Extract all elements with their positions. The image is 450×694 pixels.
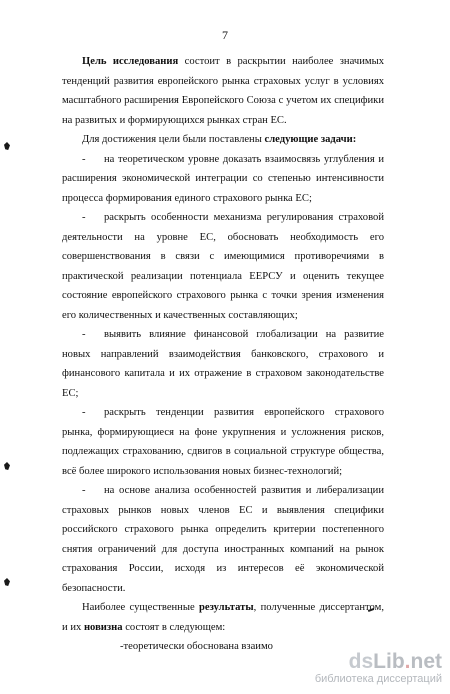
- results-text-start: Наиболее существенные: [82, 602, 199, 613]
- task-text: на теоретическом уровне доказать взаимосвязь углубления и расширения экономической интеграции со степенью интенсивности процесса формирования единого страхового рынка ЕС;: [62, 153, 384, 204]
- margin-mark: [4, 462, 10, 470]
- results-bold: результаты: [198, 602, 254, 613]
- truncated-line: -теоретически обоснована взаимо: [120, 641, 273, 652]
- task-text: на основе анализа особенностей развития и либерализации страховых рынков новых членов ЕС и выявления специфики российского страхового рынка определить критерии постепенного снятия ограничений для доступа иностранных компаний на рынок страхования России, исходя из интересов её экономической безопасности.: [62, 485, 384, 594]
- task-dash: -: [82, 329, 86, 340]
- watermark-subtitle: библиотека диссертаций: [314, 673, 442, 685]
- results-paragraph: [62, 598, 384, 637]
- research-goal-paragraph: [62, 52, 384, 130]
- task-item: [62, 325, 384, 403]
- novelty-bold: новизна: [83, 621, 123, 633]
- task-dash: -: [82, 407, 86, 418]
- results-text-mid: , полученные диссертантом, и их: [62, 602, 384, 633]
- task-text: раскрыть особенности механизма регулирования страховой деятельности на уровне ЕС, обосновать необходимость его совершенствования в связи с имеющимися противоречиями в практической реализации потенциала ЕЕРСУ и оценить текущее состояние европейского страхового рынка с точки зрения изменения его количественных и качественных составляющих;: [62, 212, 384, 321]
- margin-mark: [4, 578, 10, 586]
- task-dash: -: [82, 485, 86, 496]
- task-item: [62, 208, 384, 325]
- task-item: [62, 150, 384, 209]
- results-text-end: состоят в следующем:: [122, 621, 226, 633]
- task-item: [62, 403, 384, 481]
- research-goal-text: состоит в раскрытии наиболее значимых тенденций развития европейского рынка страховых услуг в условиях масштабного расширения Европейского Союза с учетом их специфики на развитых и формирующихся рынках стран ЕС.: [62, 56, 384, 126]
- research-goal-lead: Цель исследования: [82, 56, 179, 67]
- margin-mark: [4, 142, 10, 150]
- dslib-watermark: [315, 651, 442, 686]
- document-body: [62, 52, 384, 657]
- watermark-logo: dsLib.net: [348, 650, 442, 673]
- tasks-intro-bold: следующие задачи:: [264, 134, 357, 145]
- task-text: выявить влияние финансовой глобализации на развитие новых направлений взаимодействия банковского, страхового и финансового капитала и их отражение в страховом законодательстве ЕС;: [62, 329, 384, 399]
- tasks-intro-text: Для достижения цели были поставлены: [82, 134, 265, 145]
- tasks-intro-paragraph: [62, 130, 384, 150]
- task-dash: -: [82, 153, 86, 165]
- task-dash: -: [82, 212, 86, 223]
- task-text: раскрыть тенденции развития европейского страхового рынка, формирующиеся на фоне укрупнения и усложнения рисков, подлежащих страхованию, сдвигов в социальной структуре общества, всё более широкого использования новых бизнес-технологий;: [62, 407, 384, 477]
- task-item: [62, 481, 384, 598]
- page-number: 7: [222, 28, 228, 42]
